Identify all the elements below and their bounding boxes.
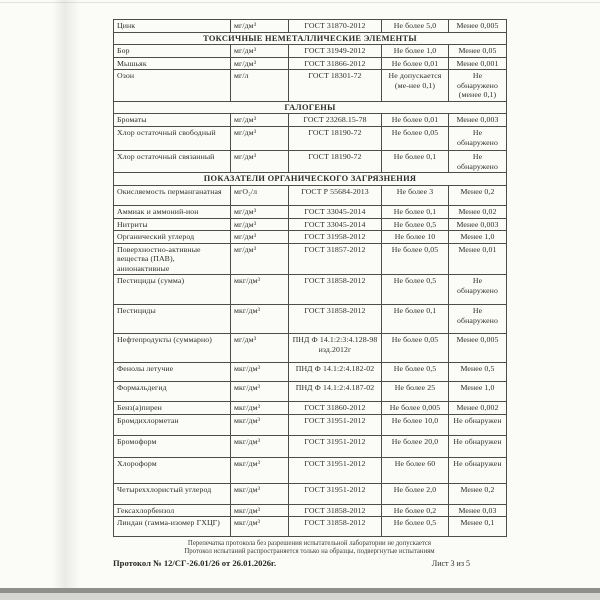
table-row — [114, 334, 507, 363]
table-row — [114, 231, 507, 244]
param-name: Мышьяк — [114, 57, 231, 70]
param-result: Менее 1,0 — [449, 231, 507, 244]
table-row — [114, 114, 507, 127]
param-method: ГОСТ Р 55684-2013 — [289, 185, 382, 205]
table-row — [114, 504, 507, 517]
param-name: Озон — [114, 70, 231, 102]
table-row — [114, 57, 507, 70]
param-norm: Не допускается (ме-нее 0,1) — [382, 70, 449, 102]
param-unit: мг/дм³ — [231, 127, 289, 151]
param-method: ГОСТ 31951-2012 — [289, 457, 382, 483]
footer-note-reprint: Перепечатка протокола без разрешения испытательной лаборатории не допускается — [187, 540, 432, 547]
param-norm: Не более 0,2 — [382, 504, 449, 517]
param-result: Не обнаружен — [449, 435, 507, 457]
param-unit: мкг/дм³ — [231, 305, 289, 334]
page-content — [113, 19, 506, 568]
param-norm: Не более 0,005 — [382, 402, 449, 415]
param-result: Не обнаружено — [449, 275, 507, 305]
param-unit: мг/л — [231, 70, 289, 102]
table-row — [114, 517, 507, 537]
param-norm: Не более 0,5 — [382, 363, 449, 382]
param-unit: мг/дм³ — [231, 205, 289, 218]
param-method: ГОСТ 31951-2012 — [289, 414, 382, 435]
param-unit: мгО₂/л — [231, 185, 289, 205]
param-method: ГОСТ 31858-2012 — [289, 275, 382, 305]
param-unit: мкг/дм³ — [231, 382, 289, 402]
param-norm: Не более 3 — [382, 185, 449, 205]
table-section-row — [114, 32, 507, 45]
param-norm: Не более 0,1 — [382, 205, 449, 218]
param-method: ГОСТ 31866-2012 — [289, 57, 382, 70]
param-name: Пестициды — [114, 305, 231, 334]
table-section-row — [114, 101, 507, 114]
param-name: Гексахлорбензол — [114, 504, 231, 517]
param-method: ГОСТ 31951-2012 — [289, 483, 382, 504]
param-result: Не обнаружено — [449, 305, 507, 334]
param-result: Менее 0,005 — [449, 334, 507, 363]
table-row — [114, 483, 507, 504]
table-row — [114, 363, 507, 382]
param-name: Бенз(а)пирен — [114, 402, 231, 415]
scan-top-edge — [0, 2, 600, 3]
param-unit: мкг/дм³ — [231, 363, 289, 382]
param-unit: мкг/дм³ — [231, 275, 289, 305]
table-row — [114, 457, 507, 483]
param-name: Хлороформ — [114, 457, 231, 483]
param-name: Формальдегид — [114, 382, 231, 402]
param-method: ГОСТ 23268.15-78 — [289, 114, 382, 127]
param-method: ГОСТ 18190-72 — [289, 127, 382, 151]
param-method: ГОСТ 31858-2012 — [289, 517, 382, 537]
param-method: ГОСТ 18190-72 — [289, 151, 382, 173]
param-unit: мг/дм³ — [231, 243, 289, 275]
param-result: Не обнаружено — [449, 151, 507, 173]
param-method: ГОСТ 33045-2014 — [289, 205, 382, 218]
param-unit: мг/дм³ — [231, 114, 289, 127]
param-unit: мкг/дм³ — [231, 435, 289, 457]
param-unit: мкг/дм³ — [231, 504, 289, 517]
param-name: Поверхностно-активные вещества (ПАВ), анионактивные — [114, 243, 231, 275]
param-unit: мг/дм³ — [231, 334, 289, 363]
param-norm: Не более 20,0 — [382, 435, 449, 457]
param-name: Нефтепродукты (суммарно) — [114, 334, 231, 363]
param-name: Линдан (гамма-изомер ГХЦГ) — [114, 517, 231, 537]
param-norm: Не более 0,05 — [382, 243, 449, 275]
param-result: Не обнаружено (менее 0,1) — [449, 70, 507, 102]
param-name: Пестициды (сумма) — [114, 275, 231, 305]
param-name: Органический углерод — [114, 231, 231, 244]
table-row — [114, 70, 507, 102]
param-name: Бромдихлорметан — [114, 414, 231, 435]
param-norm: Не более 10 — [382, 231, 449, 244]
table-row — [114, 275, 507, 305]
table-row — [114, 435, 507, 457]
table-row — [114, 185, 507, 205]
table-row — [114, 305, 507, 334]
param-name: Фенолы летучие — [114, 363, 231, 382]
param-norm: Не более 25 — [382, 382, 449, 402]
param-norm: Не более 0,05 — [382, 127, 449, 151]
param-result: Не обнаружен — [449, 414, 507, 435]
param-unit: мг/дм³ — [231, 151, 289, 173]
param-norm: Не более 0,5 — [382, 218, 449, 231]
param-norm: Не более 0,01 — [382, 114, 449, 127]
table-row — [114, 205, 507, 218]
param-name: Бор — [114, 45, 231, 58]
param-result: Не обнаружен — [449, 457, 507, 483]
param-norm: Не более 10,0 — [382, 414, 449, 435]
param-method: ГОСТ 31858-2012 — [289, 504, 382, 517]
param-method: ГОСТ 31958-2012 — [289, 231, 382, 244]
scan-left-shadow — [52, 0, 80, 590]
param-norm: Не более 2,0 — [382, 483, 449, 504]
param-result: Менее 0,03 — [449, 504, 507, 517]
param-result: Менее 0,003 — [449, 114, 507, 127]
param-method: ПНД Ф 14.1:2:4.187-02 — [289, 382, 382, 402]
param-unit: мкг/дм³ — [231, 402, 289, 415]
param-result: Менее 0,02 — [449, 205, 507, 218]
param-method: ПНД Ф 14.1:2:3:4.128-98 изд.2012г — [289, 334, 382, 363]
param-name: Броматы — [114, 114, 231, 127]
footer-note-scope: Протокол испытаний распространяется только на образцы, подвергнутые испытаниям — [184, 548, 435, 556]
param-norm: Не более 0,1 — [382, 151, 449, 173]
footer-notes — [113, 540, 506, 556]
scan-bottom-edge — [0, 588, 600, 600]
param-name: Бромоформ — [114, 435, 231, 457]
param-unit: мг/дм³ — [231, 231, 289, 244]
param-result: Менее 1,0 — [449, 382, 507, 402]
results-table — [113, 19, 507, 537]
sheet-number: Лист 3 из 5 — [431, 559, 470, 569]
param-method: ГОСТ 31858-2012 — [289, 305, 382, 334]
param-method: ГОСТ 31857-2012 — [289, 243, 382, 275]
param-norm: Не более 1,0 — [382, 45, 449, 58]
param-norm: Не более 0,01 — [382, 57, 449, 70]
param-result: Менее 0,01 — [449, 243, 507, 275]
param-norm: Не более 0,5 — [382, 517, 449, 537]
footer-protocol-row — [113, 558, 506, 568]
param-name: Аммиак и аммоний-ион — [114, 205, 231, 218]
param-norm: Не более 0,1 — [382, 305, 449, 334]
param-method: ГОСТ 31949-2012 — [289, 45, 382, 58]
param-result: Менее 0,003 — [449, 218, 507, 231]
param-result: Менее 0,001 — [449, 57, 507, 70]
param-result: Менее 0,1 — [449, 517, 507, 537]
param-norm: Не более 60 — [382, 457, 449, 483]
section-title: ТОКСИЧНЫЕ НЕМЕТАЛЛИЧЕСКИЕ ЭЛЕМЕНТЫ — [114, 32, 507, 45]
param-unit: мкг/дм³ — [231, 517, 289, 537]
table-row — [114, 243, 507, 275]
param-method: ПНД Ф 14.1:2:4.182-02 — [289, 363, 382, 382]
param-name: Хлор остаточный связанный — [114, 151, 231, 173]
table-row — [114, 20, 507, 33]
param-result: Менее 0,2 — [449, 185, 507, 205]
section-title: ГАЛОГЕНЫ — [114, 101, 507, 114]
param-norm: Не более 5,0 — [382, 20, 449, 33]
param-result: Менее 0,2 — [449, 483, 507, 504]
protocol-number: Протокол № 12/СГ-26.01/26 от 26.01.2026г. — [113, 558, 277, 569]
param-method: ГОСТ 31860-2012 — [289, 402, 382, 415]
param-result: Менее 0,005 — [449, 20, 507, 33]
param-unit: мг/дм³ — [231, 20, 289, 33]
param-norm: Не более 0,5 — [382, 275, 449, 305]
param-name: Нитриты — [114, 218, 231, 231]
table-row — [114, 45, 507, 58]
param-unit: мкг/дм³ — [231, 457, 289, 483]
param-name: Цинк — [114, 20, 231, 33]
param-unit: мг/дм³ — [231, 57, 289, 70]
param-unit: мкг/дм³ — [231, 414, 289, 435]
param-unit: мкг/дм³ — [231, 483, 289, 504]
param-unit: мг/дм³ — [231, 45, 289, 58]
table-row — [114, 127, 507, 151]
table-row — [114, 218, 507, 231]
param-method: ГОСТ 31870-2012 — [289, 20, 382, 33]
param-result: Менее 0,5 — [449, 363, 507, 382]
param-method: ГОСТ 33045-2014 — [289, 218, 382, 231]
table-row — [114, 151, 507, 173]
param-result: Менее 0,05 — [449, 45, 507, 58]
table-row — [114, 382, 507, 402]
param-method: ГОСТ 18301-72 — [289, 70, 382, 102]
table-section-row — [114, 173, 507, 186]
param-result: Не обнаружено — [449, 127, 507, 151]
param-name: Окисляемость перманганатная — [114, 185, 231, 205]
param-name: Четыреххлористый углерод — [114, 483, 231, 504]
table-row — [114, 402, 507, 415]
results-table-body — [114, 20, 507, 537]
table-row — [114, 414, 507, 435]
section-title: ПОКАЗАТЕЛИ ОРГАНИЧЕСКОГО ЗАГРЯЗНЕНИЯ — [114, 173, 507, 186]
param-name: Хлор остаточный свободный — [114, 127, 231, 151]
param-result: Менее 0,002 — [449, 402, 507, 415]
param-method: ГОСТ 31951-2012 — [289, 435, 382, 457]
param-unit: мг/дм³ — [231, 218, 289, 231]
param-norm: Не более 0,05 — [382, 334, 449, 363]
